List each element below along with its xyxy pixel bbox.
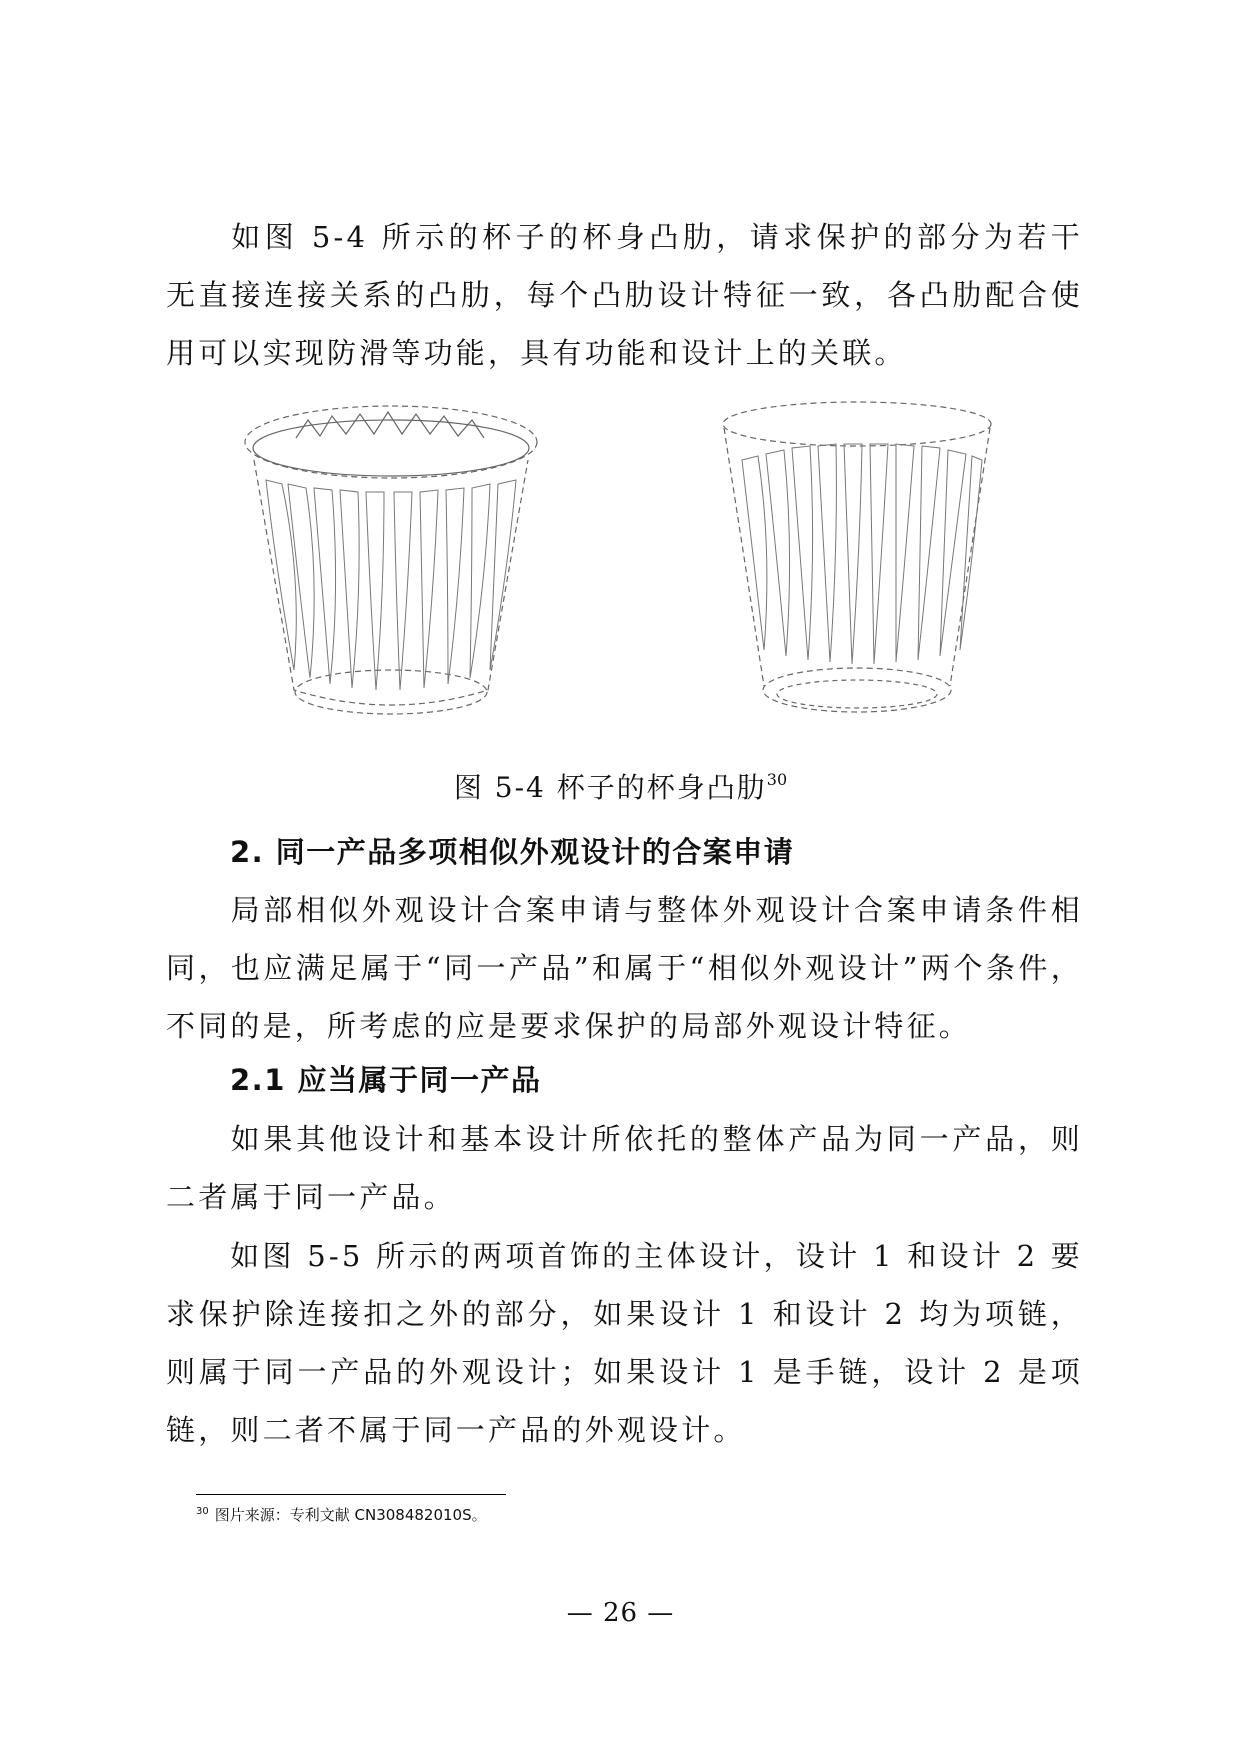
section-heading-2-1: 2.1 应当属于同一产品 <box>230 1063 542 1097</box>
paragraph-section-2: 局部相似外观设计合案申请与整体外观设计合案申请条件相同，也应满足属于“同一产品”和属于“相似外观设计”两个条件，不同的是，所考虑的应是要求保护的局部外观设计特征。 <box>166 893 1083 1043</box>
figure-caption: 图 5-4 杯子的杯身凸肋$^{30}$ <box>453 770 788 804</box>
paragraph-same-product: 如果其他设计和基本设计所依托的整体产品为同一产品，则二者属于同一产品。 <box>166 1122 1083 1214</box>
section-heading-2: 2. 同一产品多项相似外观设计的合案申请 <box>230 835 795 869</box>
footnote: $^{30}$ 图片来源：专利文献 CN308482010S。 <box>196 1506 487 1524</box>
paragraph-figure-5-5: 如图 5-5 所示的两项首饰的主体设计，设计 1 和设计 2 要求保护除连接扣之外的部分，如果设计 1 和设计 2 均为项链，则属于同一产品的外观设计；如果设计 1 是手链，设计 2 是项链，则二者不属于同一产品的外观设计。 <box>166 1239 1083 1447</box>
footnote-divider <box>196 1494 506 1495</box>
paragraph-figure-intro: 如图 5-4 所示的杯子的杯身凸肋，请求保护的部分为若干无直接连接关系的凸肋，每个凸肋设计特征一致，各凸肋配合使用可以实现防滑等功能，具有功能和设计上的关联。 <box>166 220 1083 370</box>
cup-drawing-left <box>236 400 546 720</box>
cup-drawing-right <box>712 400 1002 720</box>
footnote-ref: 30 <box>766 770 788 789</box>
page-number: — 26 — <box>566 1598 675 1628</box>
